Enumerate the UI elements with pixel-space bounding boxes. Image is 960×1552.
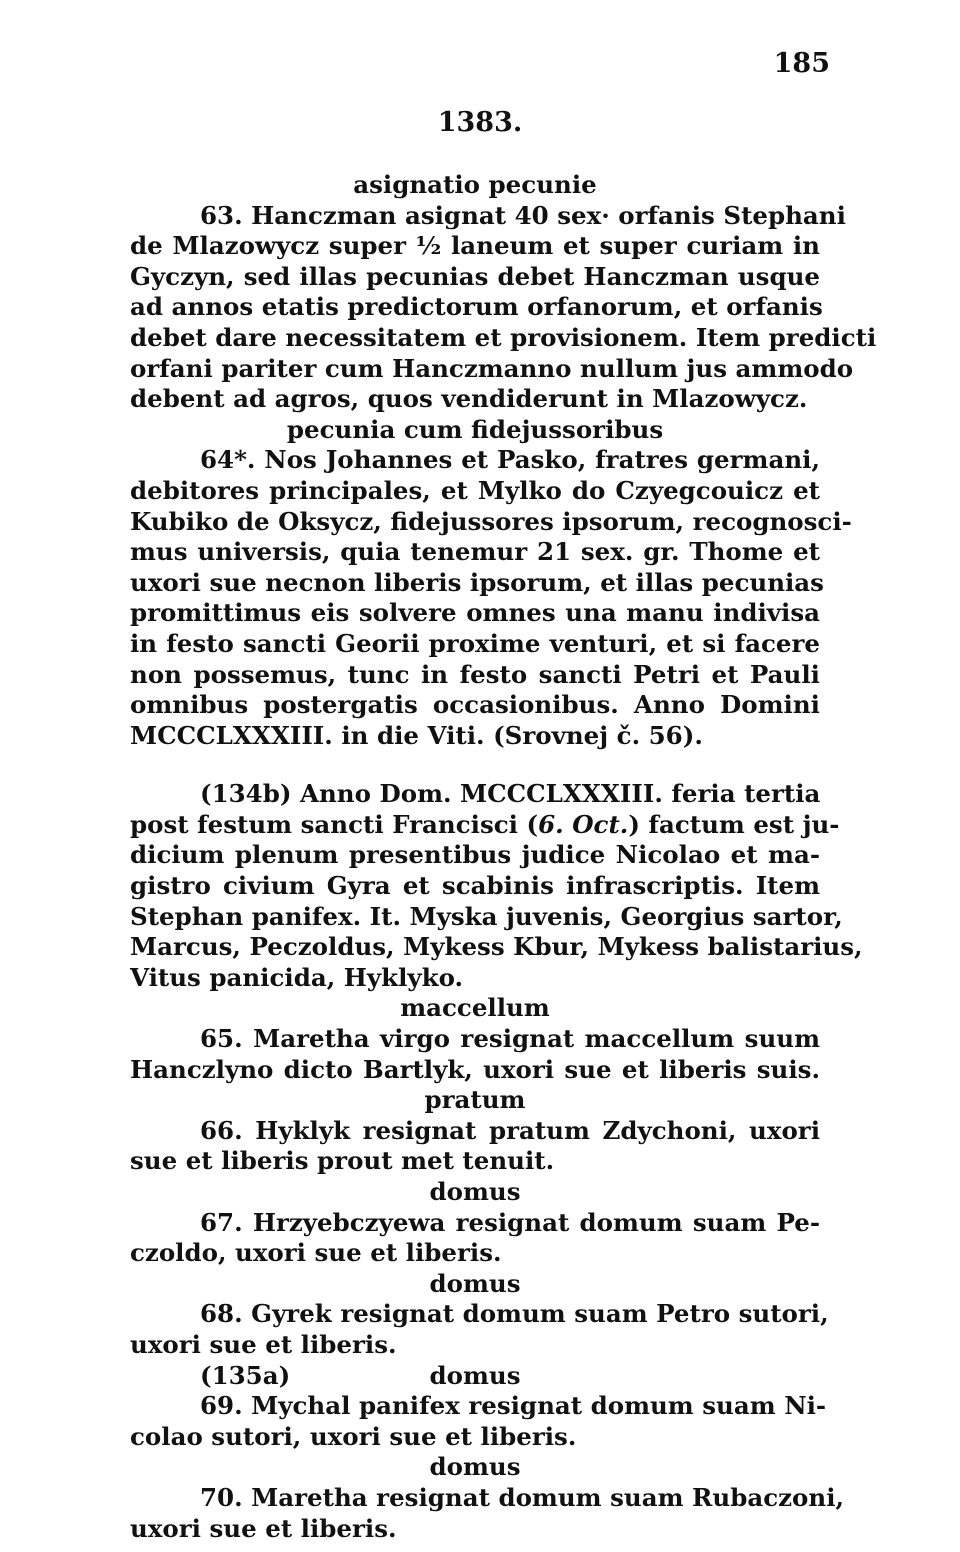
text-line: 70. Maretha resignat domum suam Rubaczoni, — [200, 1482, 845, 1512]
entry-67 — [130, 1177, 820, 1269]
text-span: ) factum est ju- — [628, 809, 840, 839]
text-line: 67. Hrzyebczyewa resignat domum suam Pe- — [200, 1207, 820, 1237]
text-line: MCCCLXXXIII. in die Viti. (Srovnej č. 56). — [130, 720, 703, 750]
entry-64 — [130, 414, 852, 752]
rubric: pecunia cum fidejussoribus — [286, 414, 664, 444]
rubric: domus — [429, 1452, 521, 1482]
text-line: 69. Mychal panifex resignat domum suam Ni- — [200, 1391, 827, 1421]
entry-69 — [130, 1360, 827, 1453]
date-italic: 6. Oct. — [538, 809, 629, 839]
entry-66 — [130, 1085, 820, 1177]
text-line: uxori sue necnon liberis ipsorum, et illas pecunias — [130, 567, 824, 597]
text-line: 66. Hyklyk resignat pratum Zdychoni, uxori — [200, 1115, 820, 1145]
entry-70 — [130, 1452, 845, 1544]
text-line: 65. Maretha virgo resignat maccellum suum — [200, 1024, 820, 1054]
text-line: czoldo, uxori sue et liberis. — [130, 1238, 502, 1268]
text-line: ad annos etatis predictorum orfanorum, et orfanis — [130, 292, 823, 322]
text-line: Kubiko de Oksycz, fidejussores ipsorum, recognosci- — [130, 506, 852, 536]
text-line: debet dare necessitatem et provisionem. Item predicti — [130, 322, 877, 352]
rubric-row — [130, 1361, 820, 1392]
entry-68 — [130, 1268, 829, 1361]
text-line: Vitus panicida, Hyklyko. — [130, 962, 464, 992]
rubric: domus — [429, 1177, 521, 1206]
folio-marker: (135a) — [200, 1360, 291, 1390]
text-line: gistro civium Gyra et scabinis infrascriptis. Item — [130, 871, 820, 901]
text-span: post festum sancti Francisci ( — [130, 809, 539, 839]
court-session — [130, 779, 863, 993]
rubric: pratum — [424, 1085, 526, 1115]
text-line: Marcus, Peczoldus, Mykess Kbur, Mykess balistarius, — [130, 932, 863, 962]
text-line: Hanczlyno dicto Bartlyk, uxori sue et liberis suis. — [130, 1054, 820, 1084]
text-line: colao sutori, uxori sue et liberis. — [130, 1421, 577, 1451]
text-line: Gyczyn, sed illas pecunias debet Hanczman usque — [130, 261, 820, 291]
section-gap — [130, 751, 820, 779]
text-line: mus universis, quia tenemur 21 sex. gr. Thome et — [130, 537, 820, 567]
rubric: maccellum — [400, 993, 550, 1023]
text-line: debent ad agros, quos vendiderunt in Mlazowycz. — [130, 384, 808, 414]
text-line: orfani pariter cum Hanczmanno nullum jus ammodo — [130, 353, 854, 383]
entry-65 — [130, 993, 820, 1085]
text-line: 68. Gyrek resignat domum suam Petro sutori, — [200, 1299, 829, 1329]
text-line: in festo sancti Georii proxime venturi, et si facere — [130, 628, 820, 658]
text-line: (134b) Anno Dom. MCCCLXXXIII. feria tertia — [200, 779, 821, 809]
text-line: Stephan panifex. It. Myska juvenis, Georgius sartor, — [130, 901, 843, 931]
rubric: domus — [429, 1360, 521, 1390]
text-line: uxori sue et liberis. — [130, 1513, 397, 1543]
text-line: 64*. Nos Johannes et Pasko, fratres germani, — [200, 445, 820, 475]
year-heading: 1383. — [437, 107, 523, 138]
text-line: 63. Hanczman asignat 40 sex· orfanis Stephani — [200, 200, 846, 230]
text-line: non possemus, tunc in festo sancti Petri et Pauli — [130, 659, 820, 689]
rubric: asignatio pecunie — [353, 170, 597, 199]
text-line: sue et liberis prout met tenuit. — [130, 1146, 555, 1176]
text-line: uxori sue et liberis. — [130, 1329, 397, 1359]
entry-63 — [130, 170, 877, 415]
rubric: domus — [429, 1268, 521, 1298]
document-body — [130, 170, 877, 1544]
text-line: omnibus postergatis occasionibus. Anno Domini — [130, 690, 820, 720]
text-line: de Mlazowycz super ½ laneum et super curiam in — [130, 231, 820, 261]
text-line: dicium plenum presentibus judice Nicolao et ma- — [130, 840, 820, 870]
text-line — [130, 809, 840, 841]
text-line: debitores principales, et Mylko do Czyegcouicz et — [130, 475, 820, 505]
text-line: promittimus eis solvere omnes una manu indivisa — [130, 598, 820, 628]
page-number: 185 — [773, 48, 830, 79]
